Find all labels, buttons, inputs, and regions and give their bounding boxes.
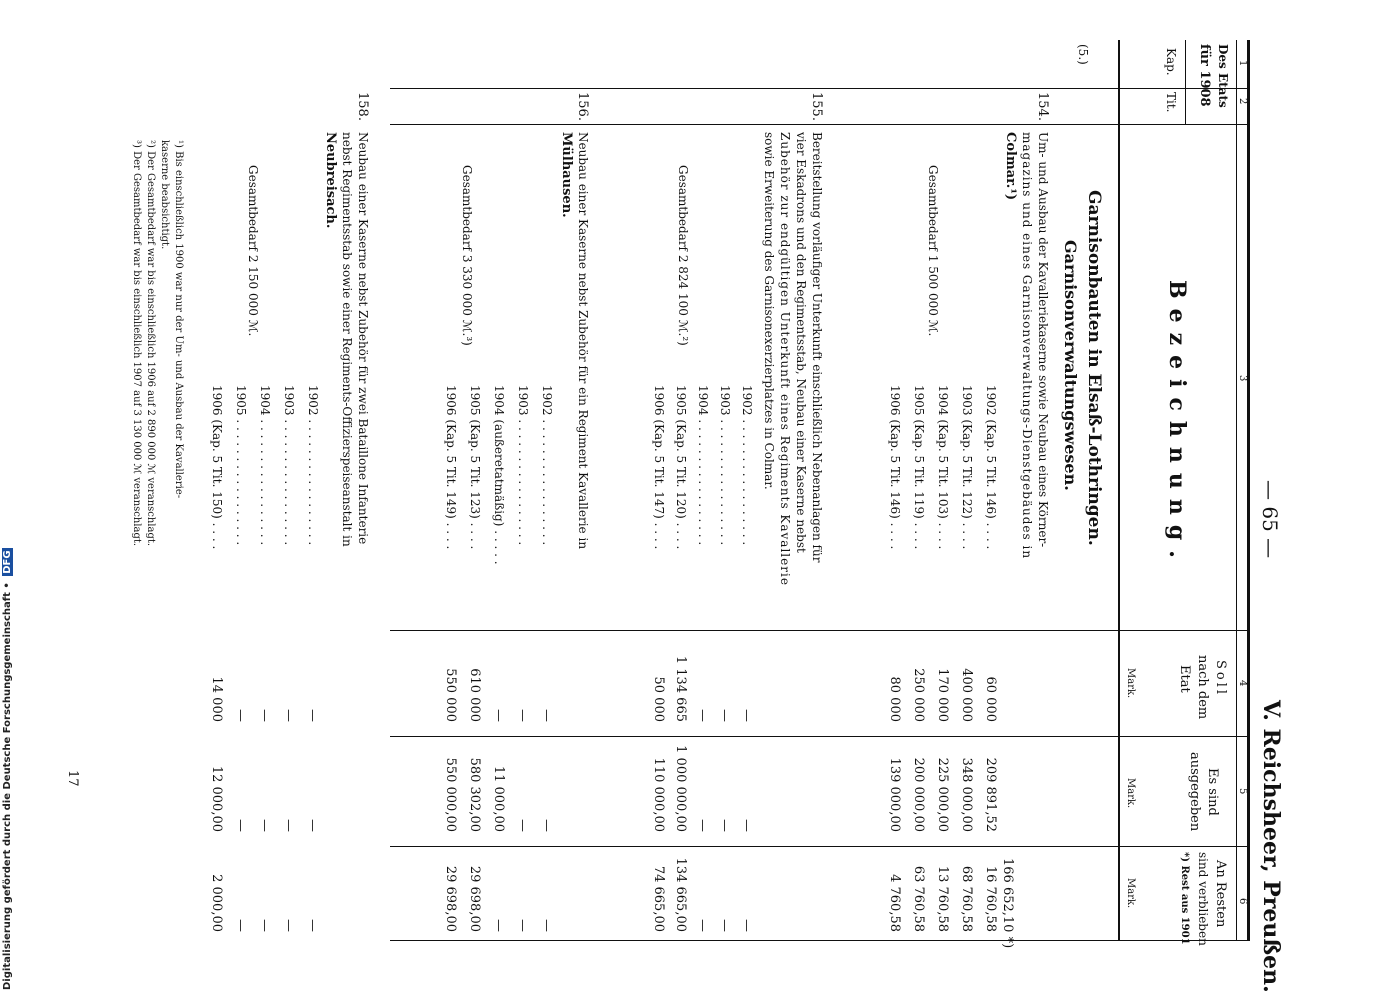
footnote-1b: kaserne beabsichtigt. xyxy=(159,140,170,250)
section-title: V. Reichsheer, Preußen. xyxy=(1258,700,1284,993)
header-rest-2: sind verblieben xyxy=(1196,852,1210,946)
s154-row5-rest: 4 760,58 xyxy=(887,874,902,932)
s156-row1-rest: — xyxy=(539,919,554,932)
s154-row5-label: 1906 (Kap. 5 Tit. 146) . . . . xyxy=(888,385,902,550)
section-154-text-1: Um- und Ausbau der Kavalleriekaserne sowie Neubau eines Körner- xyxy=(1036,132,1050,548)
s155-row5-rest: 74 665,00 xyxy=(651,865,666,932)
col-sep-ausg-rest xyxy=(390,846,1250,847)
s155-row3-soll: — xyxy=(695,709,710,722)
s155-row3-label: 1904 . . . . . . . . . . . . . . . . . xyxy=(696,385,710,546)
s154-row3-ausg: 225 000,00 xyxy=(935,757,950,832)
s155-row4-rest: 134 665,00 xyxy=(673,857,688,932)
s158-row5-ausg: 12 000,00 xyxy=(209,765,224,832)
s155-row1-ausg: — xyxy=(739,819,754,832)
s154-row4-ausg: 200 000,00 xyxy=(911,757,926,832)
section-156-text-1: Neubau einer Kaserne nebst Zubehör für ein Regiment Kavallerie in xyxy=(576,132,590,550)
s154-row1-label: 1902 (Kap. 5 Tit. 146) . . . . xyxy=(984,385,998,550)
section-155-text-4: sowie Erweiterung des Garnisonexerzierplatzes in Colmar. xyxy=(762,132,776,490)
s156-row2-ausg: — xyxy=(515,819,530,832)
s154-row1-ausg: 209 891,52 xyxy=(983,757,998,832)
section-156-nr: 156. xyxy=(575,92,590,121)
s158-row2-soll: — xyxy=(281,709,296,722)
dfg-logo: DFG xyxy=(2,550,13,574)
s154-row4-label: 1905 (Kap. 5 Tit. 119) . . . . xyxy=(912,385,926,550)
s158-row4-ausg: — xyxy=(233,819,248,832)
s154-row4-rest: 63 760,58 xyxy=(911,865,926,932)
section-155-gesamt: Gesamtbedarf 2 824 100 ℳ.²) xyxy=(676,165,690,346)
s158-row5-label: 1906 (Kap. 5 Tit. 150) . . . . xyxy=(210,385,224,550)
section-155-text-1: Bereitstellung vorläufiger Unterkunft einschließlich Nebenanlagen für xyxy=(810,132,824,563)
header-tit: Tit. xyxy=(1164,92,1178,113)
s158-row1-soll: — xyxy=(305,709,320,722)
section-154-rest-1901: 166 652,10 *) xyxy=(1000,858,1015,949)
col-sep-tit-text xyxy=(390,124,1250,125)
header-ausg-1: Es sind xyxy=(1205,768,1220,816)
s154-row5-ausg: 139 000,00 xyxy=(887,757,902,832)
s154-row2-soll: 400 000 xyxy=(959,668,974,722)
s155-row4-soll: 1 134 665 xyxy=(673,655,688,722)
s155-row2-rest: — xyxy=(717,919,732,932)
s154-row1-rest: 16 760,58 xyxy=(983,865,998,932)
s155-row5-ausg: 110 000,00 xyxy=(651,757,666,832)
s156-row4-label: 1905 (Kap. 5 Tit. 123) . . . . xyxy=(468,385,482,550)
s158-row2-rest: — xyxy=(281,919,296,932)
section-158-text-2: nebst Regimentsstab sowie einer Regiments-Offizierspeiseanstalt in xyxy=(340,132,354,547)
section-158-nr: 158. xyxy=(355,92,370,121)
header-ausg-unit: Mark. xyxy=(1125,778,1136,809)
s158-row3-ausg: — xyxy=(257,819,272,832)
s158-row3-rest: — xyxy=(257,919,272,932)
section-156-gesamt: Gesamtbedarf 3 330 000 ℳ.³) xyxy=(460,165,474,346)
header-bottom-rule xyxy=(1118,40,1120,940)
s156-row5-label: 1906 (Kap. 5 Tit. 149) . . . . xyxy=(444,385,458,550)
col-sep-soll-ausg xyxy=(390,736,1250,737)
s158-row3-soll: — xyxy=(257,709,272,722)
section-154-text-2: magazins und eines Garnisonverwaltungs-Dienstgebäudes in xyxy=(1020,132,1034,560)
section-155-text-2: vier Eskadrons und den Regimentsstab, Neubau einer Kaserne nebst xyxy=(794,132,808,553)
s155-row1-rest: — xyxy=(739,919,754,932)
sheet-number: 17 xyxy=(65,770,80,787)
s158-row1-rest: — xyxy=(305,919,320,932)
s156-row5-ausg: 550 000,00 xyxy=(443,757,458,832)
header-bezeichnung: Bezeichnung. xyxy=(1164,280,1190,568)
s155-row5-soll: 50 000 xyxy=(651,676,666,722)
header-ausg-2: ausgegeben xyxy=(1187,752,1202,832)
column-number-5: 5 xyxy=(1237,788,1248,795)
header-soll-unit: Mark. xyxy=(1125,668,1136,699)
s156-row1-label: 1902 . . . . . . . . . . . . . . . . . xyxy=(540,385,554,546)
s155-row5-label: 1906 (Kap. 5 Tit. 147) . . . . xyxy=(652,385,666,550)
rotated-page xyxy=(50,40,1290,993)
s154-row3-label: 1904 (Kap. 5 Tit. 103) . . . . xyxy=(936,385,950,550)
s154-row2-rest: 68 760,58 xyxy=(959,865,974,932)
footnote-1a: ¹) Bis einschließlich 1900 war nur der Um- und Ausbau der Kavallerie- xyxy=(173,140,184,499)
s155-row4-label: 1905 (Kap. 5 Tit. 120) . . . . xyxy=(674,385,688,550)
s155-row1-label: 1902 . . . . . . . . . . . . . . . . . xyxy=(740,385,754,546)
s158-row1-label: 1902 . . . . . . . . . . . . . . . . . xyxy=(306,385,320,546)
s158-row2-ausg: — xyxy=(281,819,296,832)
s155-row4-ausg: 1 000 000,00 xyxy=(673,745,688,832)
s156-row3-soll: — xyxy=(491,709,506,722)
s154-row3-soll: 170 000 xyxy=(935,668,950,722)
section-158-text-3: Neubreisach. xyxy=(323,132,338,229)
s158-row1-ausg: — xyxy=(305,819,320,832)
header-rest-3: *) Rest aus 1901 xyxy=(1179,852,1190,945)
margin-mark: (5.) xyxy=(1076,44,1090,65)
s156-row3-label: 1904 (außeretatmäßig) . . . . . xyxy=(492,385,506,565)
s154-row1-soll: 60 000 xyxy=(983,676,998,722)
heading-verwaltungswesen: Garnisonverwaltungswesen. xyxy=(1061,240,1080,491)
s156-row5-soll: 550 000 xyxy=(443,668,458,722)
column-number-4: 4 xyxy=(1237,680,1248,687)
s156-row4-rest: 29 698,00 xyxy=(467,865,482,932)
s156-row3-rest: — xyxy=(491,919,506,932)
s156-row2-label: 1903 . . . . . . . . . . . . . . . . . xyxy=(516,385,530,546)
s155-row3-ausg: — xyxy=(695,819,710,832)
column-number-6: 6 xyxy=(1237,898,1248,905)
header-fur-1908: für 1908 xyxy=(1197,44,1212,107)
col-sep-kap-tit xyxy=(390,88,1250,89)
s158-row2-label: 1903 . . . . . . . . . . . . . . . . . xyxy=(282,385,296,546)
header-rest-1: An Resten xyxy=(1213,860,1228,928)
s158-row4-rest: — xyxy=(233,919,248,932)
header-soll-1: Soll xyxy=(1213,660,1228,698)
s156-row3-ausg: 11 000,00 xyxy=(491,765,506,832)
section-154-nr: 154. xyxy=(1035,92,1050,121)
column-number-rule xyxy=(1236,40,1237,940)
side-credit-text: Digitalisierung gefördert durch die Deutsche Forschungsgemeinschaft • xyxy=(2,582,13,990)
s158-row3-label: 1904 . . . . . . . . . . . . . . . . . xyxy=(258,385,272,546)
s154-row4-soll: 250 000 xyxy=(911,668,926,722)
s156-row5-rest: 29 698,00 xyxy=(443,865,458,932)
s156-row2-soll: — xyxy=(515,709,530,722)
heading-garnisonbauten: Garnisonbauten in Elsaß-Lothringen. xyxy=(1084,190,1104,546)
s154-row5-soll: 80 000 xyxy=(887,676,902,722)
s156-row2-rest: — xyxy=(515,919,530,932)
col-sep-right xyxy=(390,940,1250,941)
header-soll-3: Etat xyxy=(1177,665,1192,693)
column-number-1: 1 xyxy=(1237,60,1248,67)
side-credit xyxy=(2,548,13,990)
s158-row4-soll: — xyxy=(233,709,248,722)
s155-row1-soll: — xyxy=(739,709,754,722)
header-rest-unit: Mark. xyxy=(1125,878,1136,909)
header-sub-rule xyxy=(1185,40,1186,124)
s156-row4-ausg: 580 302,00 xyxy=(467,757,482,832)
s154-row2-label: 1903 (Kap. 5 Tit. 122) . . . . xyxy=(960,385,974,550)
s156-row1-soll: — xyxy=(539,709,554,722)
s158-row5-rest: 2 000,00 xyxy=(209,874,224,932)
s155-row3-rest: — xyxy=(695,919,710,932)
s154-row2-ausg: 348 000,00 xyxy=(959,757,974,832)
section-155-text-3: Zubehör zur endgültigen Unterkunft eines Regiments Kavallerie xyxy=(778,132,792,586)
header-kap: Kap. xyxy=(1164,48,1178,76)
s155-row2-soll: — xyxy=(717,709,732,722)
header-des-etat: Des Etats xyxy=(1216,44,1230,108)
section-154-text-3: Colmar.¹) xyxy=(1003,132,1018,201)
s156-row4-soll: 610 000 xyxy=(467,668,482,722)
section-154-gesamt: Gesamtbedarf 1 500 000 ℳ. xyxy=(926,165,940,337)
section-155-nr: 155. xyxy=(809,92,824,121)
table-top-rule xyxy=(1247,40,1250,940)
section-158-gesamt: Gesamtbedarf 2 150 000 ℳ. xyxy=(246,165,260,337)
footnote-2: ²) Der Gesamtbedarf war bis einschließlich 1906 auf 2 890 000 ℳ veranschlagt. xyxy=(145,140,156,547)
s158-row5-soll: 14 000 xyxy=(209,676,224,722)
s155-row2-ausg: — xyxy=(717,819,732,832)
footnote-3: ³) Der Gesamtbedarf war bis einschließlich 1907 auf 3 130 000 ℳ veranschlagt. xyxy=(131,140,142,547)
s156-row1-ausg: — xyxy=(539,819,554,832)
column-number-2: 2 xyxy=(1237,98,1248,105)
header-soll-2: nach dem xyxy=(1195,655,1210,720)
s154-row3-rest: 13 760,58 xyxy=(935,865,950,932)
s158-row4-label: 1905 . . . . . . . . . . . . . . . . . xyxy=(234,385,248,546)
section-158-text-1: Neubau einer Kaserne nebst Zubehör für zwei Bataillone Infanterie xyxy=(356,132,370,545)
col-sep-text-soll xyxy=(390,630,1250,631)
section-156-text-2: Mülhausen. xyxy=(559,132,574,218)
page-number: — 65 — xyxy=(1258,480,1282,559)
s155-row2-label: 1903 . . . . . . . . . . . . . . . . . xyxy=(718,385,732,546)
column-number-3: 3 xyxy=(1237,375,1248,382)
